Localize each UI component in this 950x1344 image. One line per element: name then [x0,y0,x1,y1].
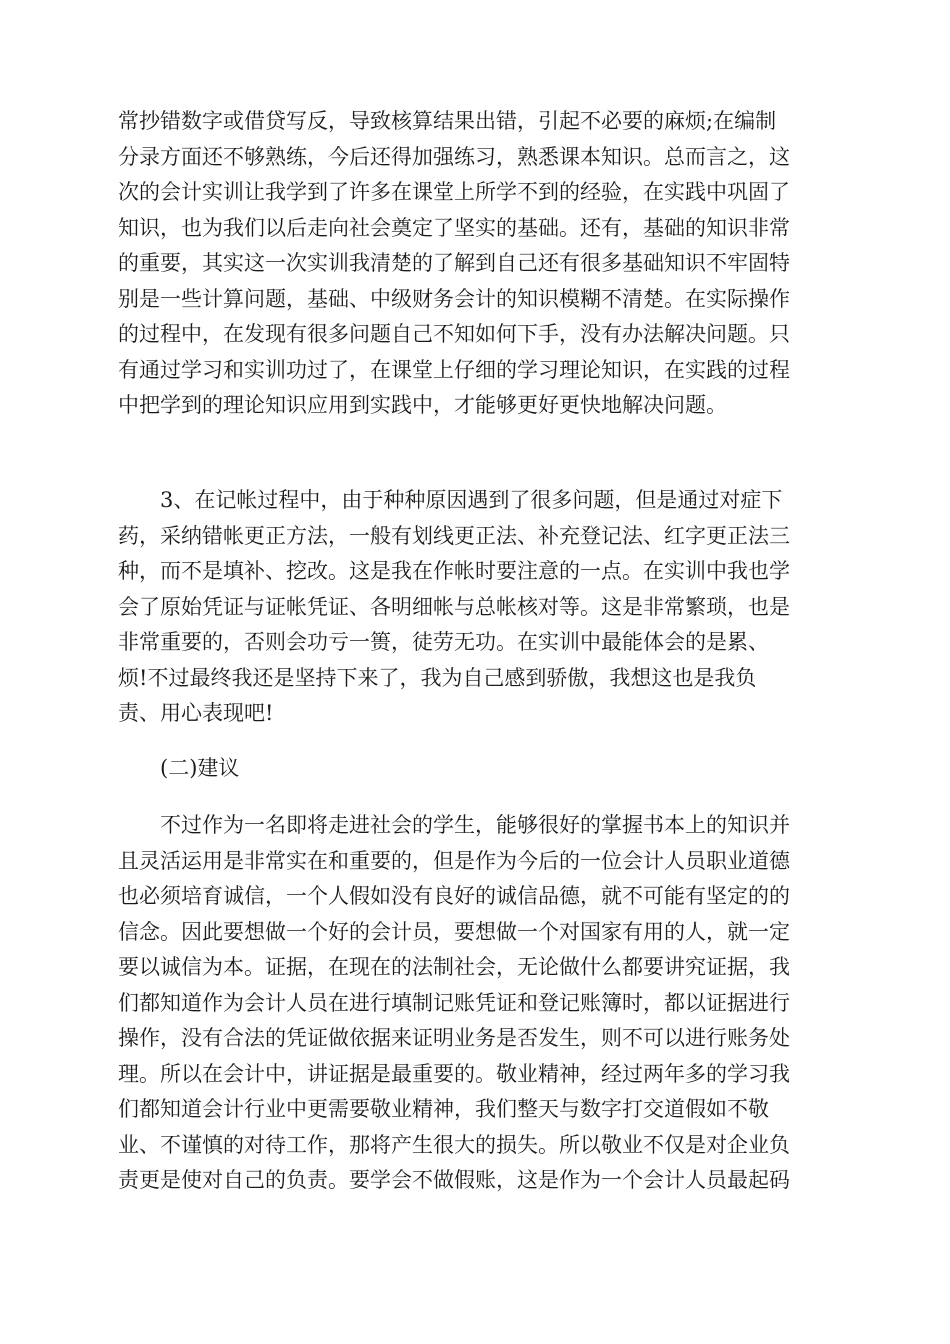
text-line: 们都知道作为会计人员在进行填制记账凭证和登记账簿时，都以证据进行 [118,990,790,1015]
text-line: 责、用心表现吧! [118,701,274,725]
text-line: 非常重要的，否则会功亏一篑，徒劳无功。在实训中最能体会的是累、 [118,630,769,654]
text-line: 中把学到的理论知识应用到实践中，才能够更好更快地解决问题。 [118,393,727,417]
text-line: (二)建议 [118,756,240,780]
text-line: 不过作为一名即将走进社会的学生，能够很好的掌握书本上的知识并 [118,813,790,837]
text-line: 常抄错数字或借贷写反，导致核算结果出错，引起不必要的麻烦;在编制 [118,109,777,133]
text-line: 种，而不是填补、挖改。这是我在作帐时要注意的一点。在实训中我也学 [118,559,790,583]
text-line: 操作，没有合法的凭证做依据来证明业务是否发生，则不可以进行账务处 [118,1026,790,1050]
text-line: 烦!不过最终我还是坚持下来了，我为自己感到骄傲，我想这也是我负 [118,665,757,690]
text-line: 们都知道会计行业中更需要敬业精神，我们整天与数字打交道假如不敬 [118,1097,769,1121]
text-line: 也必须培育诚信，一个人假如没有良好的诚信品德，就不可能有坚定的的 [118,884,790,908]
text-line: 分录方面还不够熟练，今后还得加强练习，熟悉课本知识。总而言之，这 [118,144,790,169]
text-line: 要以诚信为本。证据，在现在的法制社会，无论做什么都要讲究证据，我 [118,955,790,979]
text-line: 的重要，其实这一次实训我清楚的了解到自己还有很多基础知识不牢固特 [118,251,790,275]
section-heading [118,751,834,787]
text-line: 信念。因此要想做一个好的会计员，要想做一个对国家有用的人，就一定 [118,919,790,944]
text-line: 药，采纳错帐更正方法，一般有划线更正法、补充登记法、红字更正法三 [118,523,790,548]
text-line: 业、不谨慎的对待工作，那将产生很大的损失。所以敬业不仅是对企业负 [118,1132,790,1157]
text-line: 次的会计实训让我学到了许多在课堂上所学不到的经验，在实践中巩固了 [118,180,790,204]
text-line: 的过程中，在发现有很多问题自己不知如何下手，没有办法解决问题。只 [118,322,790,346]
text-line: 3、在记帐过程中，由于种种原因遇到了很多问题，但是通过对症下 [118,488,783,512]
text-line: 责更是使对自己的负责。要学会不做假账，这是作为一个会计人员最起码 [118,1168,790,1192]
text-line: 会了原始凭证与证帐凭证、各明细帐与总帐核对等。这是非常繁琐，也是 [118,594,790,619]
paragraph-2 [118,483,834,732]
paragraph-1 [118,104,834,424]
paragraph-3 [118,808,834,1199]
text-line: 理。所以在会计中，讲证据是最重要的。敬业精神，经过两年多的学习我 [118,1061,790,1086]
text-line: 知识，也为我们以后走向社会奠定了坚实的基础。还有，基础的知识非常 [118,215,790,240]
text-line: 别是一些计算问题，基础、中级财务会计的知识模糊不清楚。在实际操作 [118,286,790,311]
text-line: 有通过学习和实训功过了，在课堂上仔细的学习理论知识，在实践的过程 [118,357,790,382]
text-line: 且灵活运用是非常实在和重要的，但是作为今后的一位会计人员职业道德 [118,848,790,873]
